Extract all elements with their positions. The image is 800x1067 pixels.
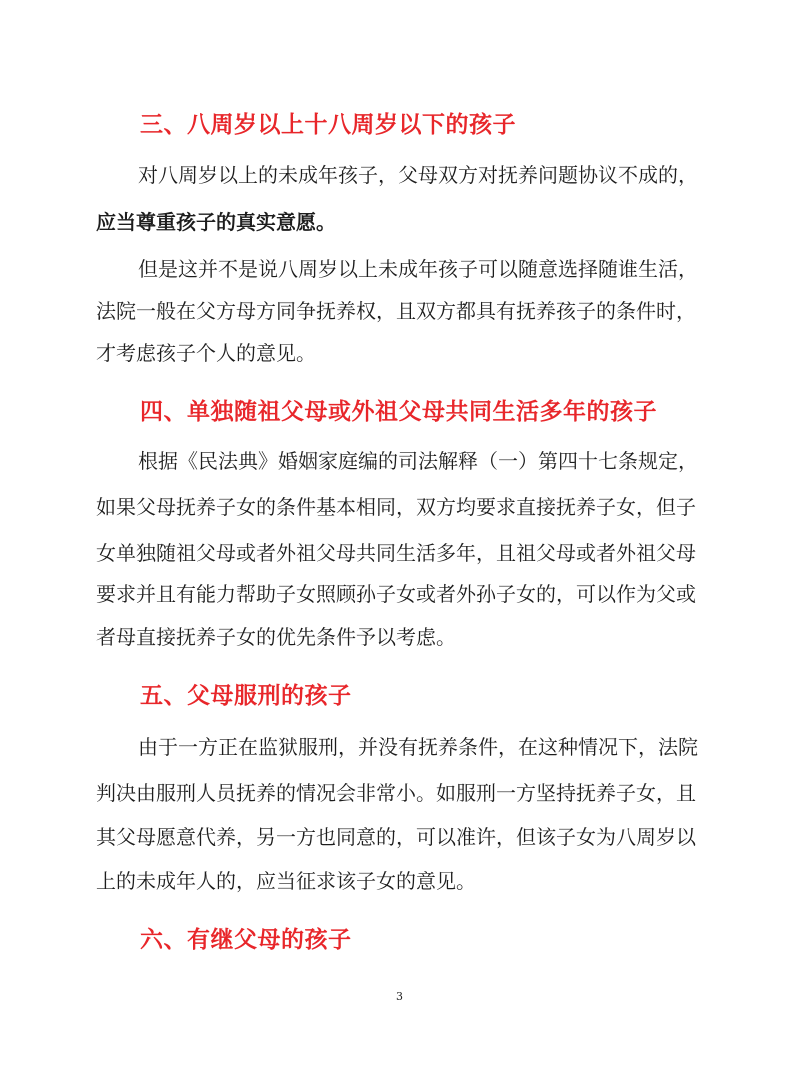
- paragraph-line: 根据《民法典》婚姻家庭编的司法解释（一）第四十七条规定，: [138, 449, 698, 473]
- paragraph-line: 女单独随祖父母或者外祖父母共同生活多年，且祖父母或者外祖父母: [96, 541, 696, 565]
- paragraph-line: 由于一方正在监狱服刑，并没有抚养条件，在这种情况下，法院: [138, 735, 698, 759]
- page-number: 3: [396, 990, 403, 1003]
- section-heading-6: 六、有继父母的孩子: [140, 927, 352, 953]
- paragraph-line-bold: 应当尊重孩子的真实意愿。: [96, 210, 336, 234]
- paragraph-line: 才考虑孩子个人的意见。: [96, 341, 316, 365]
- paragraph-line: 法院一般在父方母方同争抚养权，且双方都具有抚养孩子的条件时，: [96, 299, 696, 323]
- paragraph-line: 如果父母抚养子女的条件基本相同，双方均要求直接抚养子女，但子: [96, 495, 696, 519]
- section-heading-5: 五、父母服刑的孩子: [140, 683, 352, 709]
- section-heading-3: 三、八周岁以上十八周岁以下的孩子: [140, 112, 516, 138]
- paragraph-line: 者母直接抚养子女的优先条件予以考虑。: [96, 625, 456, 649]
- paragraph-line: 判决由服刑人员抚养的情况会非常小。如服刑一方坚持抚养子女，且: [96, 781, 696, 805]
- paragraph-line: 上的未成年人的，应当征求该子女的意见。: [96, 869, 476, 893]
- paragraph-line: 其父母愿意代养，另一方也同意的，可以准许，但该子女为八周岁以: [96, 825, 696, 849]
- paragraph-line: 对八周岁以上的未成年孩子，父母双方对抚养问题协议不成的，: [138, 163, 698, 187]
- paragraph-line: 但是这并不是说八周岁以上未成年孩子可以随意选择随谁生活，: [138, 257, 698, 281]
- section-heading-4: 四、单独随祖父母或外祖父母共同生活多年的孩子: [140, 399, 657, 425]
- paragraph-line: 要求并且有能力帮助子女照顾孙子女或者外孙子女的，可以作为父或: [96, 582, 696, 606]
